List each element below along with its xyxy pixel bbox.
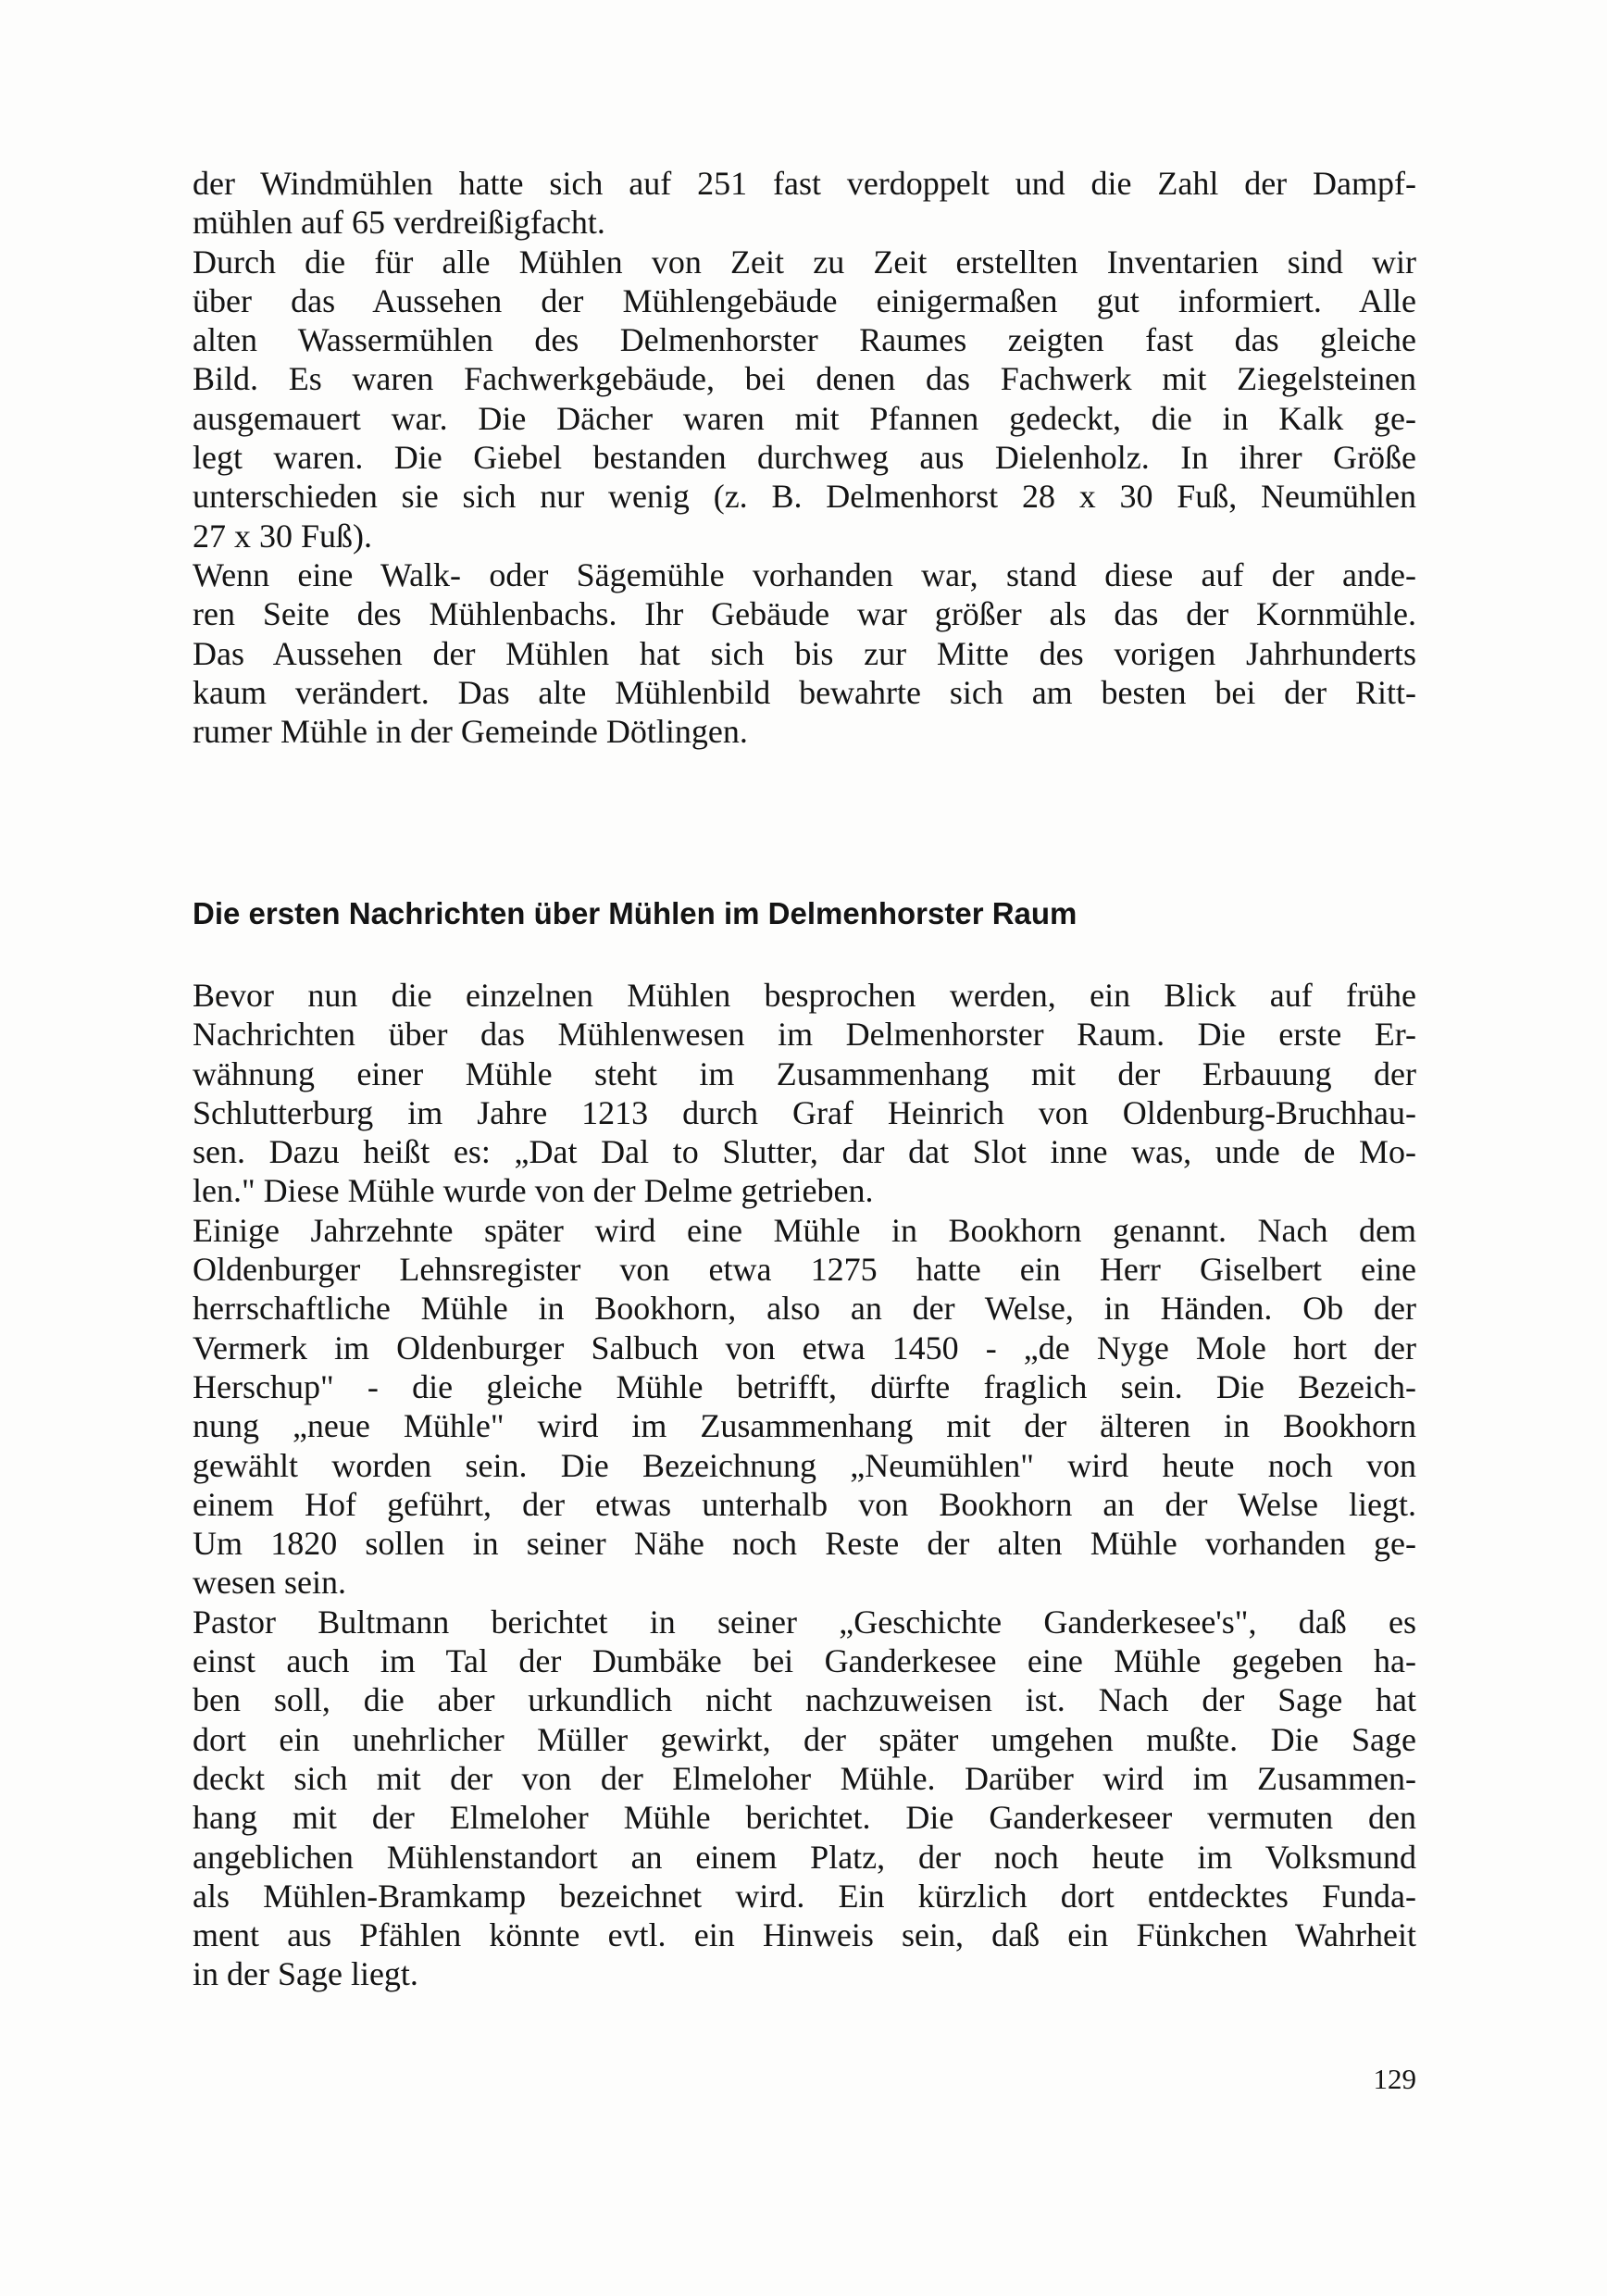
- text-line: Bevor nun die einzelnen Mühlen besprochen werden, ein Blick auf frühe: [193, 977, 1416, 1014]
- text-line: über das Aussehen der Mühlengebäude einigermaßen gut informiert. Alle: [193, 281, 1416, 319]
- text-line: Einige Jahrzehnte später wird eine Mühle in Bookhorn genannt. Nach dem: [193, 1211, 1416, 1249]
- text-line: ment aus Pfählen könnte evtl. ein Hinweis sein, daß ein Fünkchen Wahrheit: [193, 1916, 1416, 1954]
- paragraph-block-top: [193, 164, 1416, 751]
- text-line: in der Sage liegt.: [193, 1955, 418, 1993]
- text-line: Oldenburger Lehnsregister von etwa 1275 hatte ein Herr Giselbert eine: [193, 1251, 1416, 1289]
- text-line: ben soll, die aber urkundlich nicht nachzuweisen ist. Nach der Sage hat: [193, 1681, 1416, 1719]
- text-line: ren Seite des Mühlenbachs. Ihr Gebäude war größer als das der Kornmühle.: [193, 595, 1416, 633]
- text-line: Pastor Bultmann berichtet in seiner „Geschichte Ganderkesee's", daß es: [193, 1603, 1416, 1641]
- section-heading: Die ersten Nachrichten über Mühlen im Delmenhorster Raum: [193, 896, 1078, 930]
- text-line: hang mit der Elmeloher Mühle berichtet. Die Ganderkeseer vermuten den: [193, 1799, 1416, 1837]
- text-line: angeblichen Mühlenstandort an einem Platz, der noch heute im Volksmund: [193, 1838, 1416, 1876]
- text-line: Schlutterburg im Jahre 1213 durch Graf Heinrich von Oldenburg-Bruchhau-: [193, 1093, 1416, 1131]
- page-number: 129: [1373, 2063, 1416, 2095]
- text-line: ausgemauert war. Die Dächer waren mit Pfannen gedeckt, die in Kalk ge-: [193, 399, 1416, 437]
- text-line: einst auch im Tal der Dumbäke bei Ganderkesee eine Mühle gegeben ha-: [193, 1642, 1416, 1680]
- text-line: der Windmühlen hatte sich auf 251 fast verdoppelt und die Zahl der Dampf-: [193, 165, 1416, 202]
- text-line: Bild. Es waren Fachwerkgebäude, bei denen das Fachwerk mit Ziegelsteinen: [193, 360, 1416, 398]
- text-line: Nachrichten über das Mühlenwesen im Delmenhorster Raum. Die erste Er-: [193, 1016, 1416, 1054]
- text-line: herrschaftliche Mühle in Bookhorn, also an der Welse, in Händen. Ob der: [193, 1290, 1416, 1328]
- text-line: deckt sich mit der von der Elmeloher Mühle. Darüber wird im Zusammen-: [193, 1759, 1416, 1797]
- paragraph-block-main: [193, 976, 1416, 1994]
- text-line: Herschup" - die gleiche Mühle betrifft, dürfte fraglich sein. Die Bezeich-: [193, 1367, 1416, 1405]
- text-line: Das Aussehen der Mühlen hat sich bis zur Mitte des vorigen Jahrhunderts: [193, 634, 1416, 672]
- text-line: unterschieden sie sich nur wenig (z. B. Delmenhorst 28 x 30 Fuß, Neumühlen: [193, 478, 1416, 516]
- text-line: wähnung einer Mühle steht im Zusammenhang mit der Erbauung der: [193, 1054, 1416, 1092]
- text-line: nung „neue Mühle" wird im Zusammenhang mit der älteren in Bookhorn: [193, 1407, 1416, 1445]
- text-line: Wenn eine Walk- oder Sägemühle vorhanden war, stand diese auf der ande-: [193, 555, 1416, 593]
- text-line: wesen sein.: [193, 1564, 346, 1602]
- text-line: 27 x 30 Fuß).: [193, 517, 373, 555]
- text-line: dort ein unehrlicher Müller gewirkt, der später umgehen mußte. Die Sage: [193, 1720, 1416, 1758]
- text-line: als Mühlen-Bramkamp bezeichnet wird. Ein kürzlich dort entdecktes Funda-: [193, 1877, 1416, 1915]
- text-line: mühlen auf 65 verdreißigfacht.: [193, 204, 605, 242]
- text-line: rumer Mühle in der Gemeinde Dötlingen.: [193, 713, 748, 751]
- text-line: kaum verändert. Das alte Mühlenbild bewahrte sich am besten bei der Ritt-: [193, 673, 1416, 711]
- text-line: sen. Dazu heißt es: „Dat Dal to Slutter, dar dat Slot inne was, unde de Mo-: [193, 1133, 1416, 1171]
- text-line: legt waren. Die Giebel bestanden durchweg aus Dielenholz. In ihrer Größe: [193, 439, 1416, 477]
- text-line: Um 1820 sollen in seiner Nähe noch Reste der alten Mühle vorhanden ge-: [193, 1525, 1416, 1563]
- text-line: einem Hof geführt, der etwas unterhalb von Bookhorn an der Welse liegt.: [193, 1485, 1416, 1523]
- text-line: gewählt worden sein. Die Bezeichnung „Neumühlen" wird heute noch von: [193, 1446, 1416, 1484]
- text-line: alten Wassermühlen des Delmenhorster Raumes zeigten fast das gleiche: [193, 321, 1416, 359]
- text-line: len." Diese Mühle wurde von der Delme getrieben.: [193, 1172, 874, 1210]
- text-line: Vermerk im Oldenburger Salbuch von etwa 1450 - „de Nyge Mole hort der: [193, 1329, 1416, 1366]
- text-line: Durch die für alle Mühlen von Zeit zu Zeit erstellten Inventarien sind wir: [193, 243, 1416, 281]
